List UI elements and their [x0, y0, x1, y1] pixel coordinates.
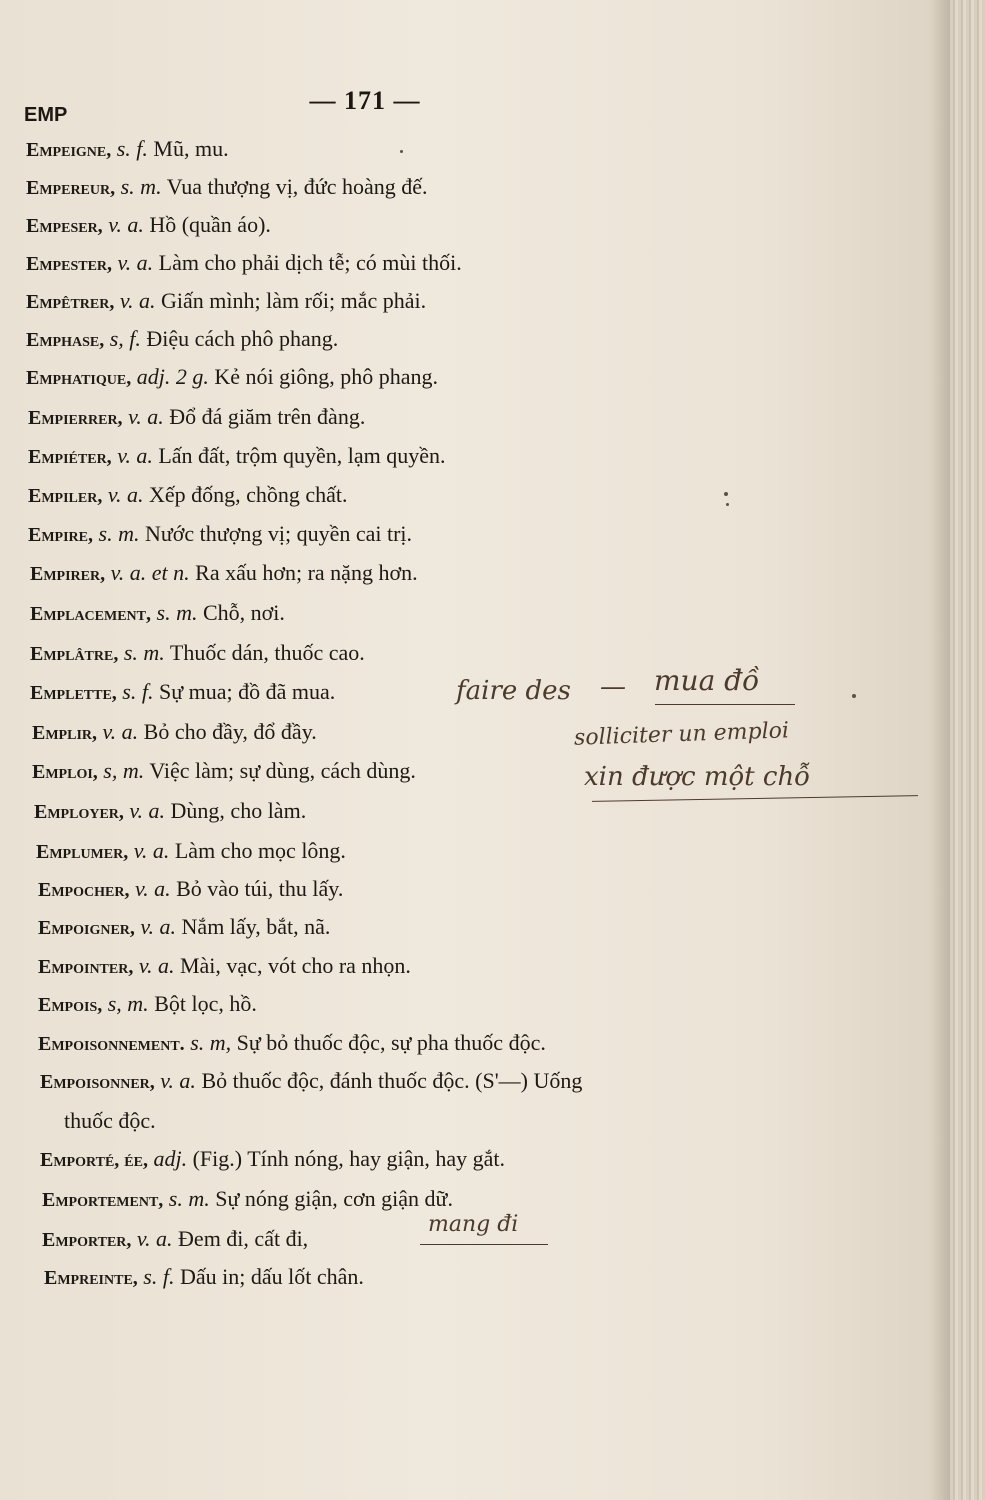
entry-headword: Empeigne,	[26, 139, 112, 161]
entry-definition: Bỏ thuốc độc, đánh thuốc độc. (S'—) Uống	[201, 1068, 583, 1093]
entry	[40, 1068, 582, 1095]
handwritten-note: solliciter un emploi	[573, 718, 790, 751]
entry-headword: Empester,	[26, 253, 113, 275]
entry-grammar: s, m.	[107, 991, 149, 1016]
entry-headword: Empeser,	[26, 215, 103, 237]
entry-grammar: s. m.	[98, 521, 140, 546]
entry-grammar: v. a. et n.	[110, 560, 190, 585]
entry	[28, 443, 445, 470]
entry-headword: Employer,	[34, 801, 124, 823]
entry	[26, 288, 426, 315]
entry	[30, 640, 365, 667]
entry-headword: Empereur,	[26, 177, 116, 199]
entry	[34, 798, 306, 825]
entry-grammar: s, m.	[103, 758, 145, 783]
entry-definition: Vua thượng vị, đức hoàng đế.	[166, 174, 428, 199]
entry	[26, 250, 462, 277]
entry	[26, 136, 229, 163]
entry-headword: Emplette,	[30, 682, 117, 704]
entry-headword: Emporter,	[42, 1229, 132, 1251]
entry	[38, 991, 257, 1018]
entry-definition: Bỏ cho đầy, đổ đầy.	[143, 719, 317, 744]
entry-headword: Emporté, ée,	[40, 1149, 148, 1171]
entry-definition: Nước thượng vị; quyền cai trị.	[144, 521, 413, 546]
entry	[30, 600, 285, 627]
entry-grammar: v. a.	[133, 838, 170, 863]
page-number: — 171 —	[309, 86, 421, 115]
entry-definition: Sự nóng giận, cơn giận dữ.	[215, 1186, 453, 1211]
entry-definition: Làm cho phải dịch tễ; có mùi thối.	[158, 250, 462, 275]
entry-definition: Sự bỏ thuốc độc, sự pha thuốc độc.	[236, 1030, 546, 1055]
entry	[38, 876, 343, 903]
handwritten-note: mua đồ	[654, 664, 760, 697]
entry-continuation: thuốc độc.	[64, 1108, 156, 1133]
entry-grammar: s. m.	[120, 174, 162, 199]
ink-speck	[400, 150, 403, 153]
entry-grammar: v. a.	[117, 250, 154, 275]
entry-grammar: s. f.	[122, 679, 154, 704]
entry	[32, 719, 317, 746]
entry-definition: Mài, vạc, vót cho ra nhọn.	[179, 953, 411, 978]
entry-grammar: s. f.	[143, 1264, 175, 1289]
entry	[44, 1264, 364, 1291]
entry-definition: Mũ, mu.	[153, 136, 229, 161]
entry-grammar: v. a.	[107, 482, 144, 507]
entry-headword: Empoisonnement.	[38, 1033, 185, 1055]
entry-headword: Empêtrer,	[26, 291, 115, 313]
entry-definition: Ra xấu hơn; ra nặng hơn.	[195, 560, 418, 585]
running-head: EMP	[24, 104, 68, 126]
entry-headword: Empiler,	[28, 485, 103, 507]
entry-grammar: v. a.	[160, 1068, 196, 1093]
entry-grammar: v. a.	[129, 798, 166, 823]
entry-definition: Kẻ nói giông, phô phang.	[214, 364, 438, 389]
entry-headword: Empocher,	[38, 879, 130, 901]
entry-headword: Empois,	[38, 994, 103, 1016]
entry	[26, 364, 438, 391]
entry-grammar: s. f.	[116, 136, 148, 161]
entry	[28, 521, 412, 548]
entry-grammar: v. a.	[117, 443, 153, 468]
entry	[42, 1186, 453, 1213]
entry-definition: Chỗ, nơi.	[202, 600, 285, 625]
page-shadow	[930, 0, 950, 1500]
ink-speck	[726, 503, 729, 506]
entry	[42, 1226, 308, 1253]
handwritten-underline	[420, 1244, 548, 1245]
handwritten-note: xin được một chỗ	[584, 762, 811, 792]
entry-definition: Sự mua; đồ đã mua.	[158, 679, 336, 704]
entry-grammar: v. a.	[138, 953, 175, 978]
ink-speck	[852, 694, 856, 698]
entry-grammar: s, f.	[109, 326, 141, 351]
entry-grammar: v. a.	[136, 1226, 173, 1251]
entry	[28, 482, 348, 509]
entry	[26, 174, 428, 201]
entry-grammar: v. a.	[119, 288, 156, 313]
handwritten-underline	[592, 795, 918, 802]
entry-headword: Empoisonner,	[40, 1071, 155, 1093]
entry	[28, 404, 365, 431]
entry-grammar: s. m.	[156, 600, 198, 625]
entry-grammar: v. a.	[128, 404, 164, 429]
entry	[32, 758, 416, 785]
entry-headword: Emploi,	[32, 761, 98, 783]
entry	[38, 953, 411, 980]
entry	[26, 326, 338, 353]
entry-definition: Thuốc dán, thuốc cao.	[169, 640, 365, 665]
entry-headword: Empreinte,	[44, 1267, 138, 1289]
entry-grammar: adj.	[153, 1146, 188, 1171]
entry-definition: Dùng, cho làm.	[170, 798, 307, 823]
entry-grammar: s. m.	[168, 1186, 210, 1211]
entry-definition: Xếp đống, chồng chất.	[148, 482, 348, 507]
ink-speck	[724, 492, 728, 496]
entry-definition: Bột lọc, hồ.	[154, 991, 257, 1016]
entry-grammar: adj. 2 g.	[136, 364, 209, 389]
handwritten-underline	[655, 704, 795, 705]
entry-grammar: v. a.	[134, 876, 171, 901]
handwritten-note: —	[600, 672, 626, 702]
entry-definition: Đem đi, cất đi,	[178, 1226, 309, 1251]
entry-definition: Dấu in; dấu lốt chân.	[179, 1264, 364, 1289]
entry-definition: Nắm lấy, bắt, nã.	[181, 914, 331, 939]
entry	[38, 1030, 546, 1057]
entry-definition: Đổ đá giăm trên đàng.	[169, 404, 366, 429]
entry-headword: Empointer,	[38, 956, 134, 978]
entry-headword: Emplâtre,	[30, 643, 119, 665]
entry-headword: Emportement,	[42, 1189, 164, 1211]
handwritten-note: mang đi	[428, 1212, 519, 1237]
entry-headword: Emplir,	[32, 722, 98, 744]
entry-definition: Hồ (quần áo).	[149, 212, 271, 237]
entry-grammar: v. a.	[102, 719, 139, 744]
entry-headword: Emplumer,	[36, 841, 129, 863]
entry	[26, 212, 271, 239]
handwritten-note: faire des	[456, 676, 571, 706]
entry-definition: Việc làm; sự dùng, cách dùng.	[149, 758, 416, 783]
entry	[30, 679, 335, 706]
entry-definition: Lấn đất, trộm quyền, lạm quyền.	[158, 443, 446, 468]
entry	[36, 838, 346, 865]
entry-headword: Empiéter,	[28, 446, 112, 468]
entry-headword: Empoigner,	[38, 917, 135, 939]
entry	[40, 1146, 505, 1173]
entry-definition: Điệu cách phô phang.	[146, 326, 339, 351]
entry	[30, 560, 418, 587]
entry-grammar: v. a.	[140, 914, 177, 939]
entry-headword: Emphase,	[26, 329, 105, 351]
page-edges	[950, 0, 985, 1500]
entry-headword: Emphatique,	[26, 367, 132, 389]
entry-definition: (Fig.) Tính nóng, hay giận, hay gắt.	[192, 1146, 506, 1171]
entry-headword: Emplacement,	[30, 603, 152, 625]
entry-grammar: s. m,	[190, 1030, 232, 1055]
entry-headword: Empirer,	[30, 563, 106, 585]
entry-definition: Giấn mình; làm rối; mắc phải.	[160, 288, 427, 313]
entry-definition: Làm cho mọc lông.	[174, 838, 346, 863]
entry-headword: Empire,	[28, 524, 94, 546]
entry-grammar: v. a.	[108, 212, 144, 237]
entry	[38, 914, 330, 941]
entry-definition: Bỏ vào túi, thu lấy.	[176, 876, 344, 901]
entry-headword: Empierrer,	[28, 407, 123, 429]
entry-grammar: s. m.	[123, 640, 165, 665]
